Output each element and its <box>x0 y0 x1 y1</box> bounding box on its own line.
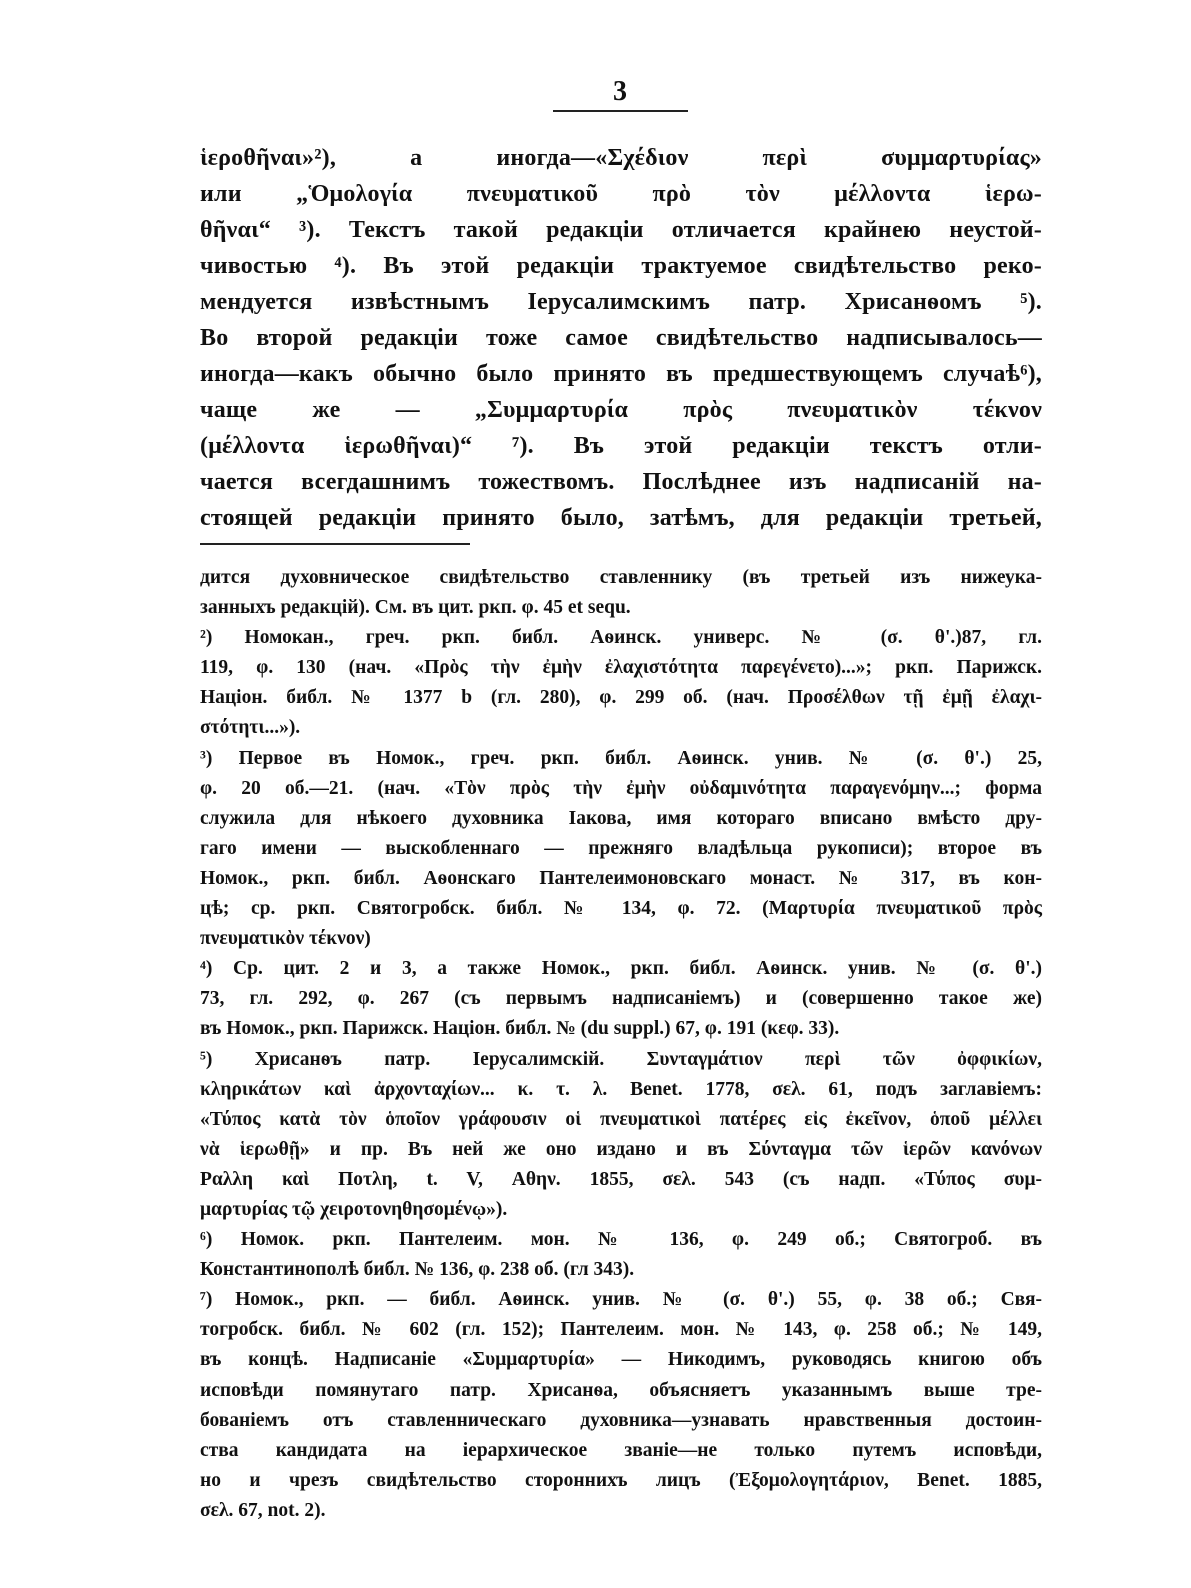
footnote-line: σελ. 67, not. 2). <box>200 1499 326 1521</box>
text-line: чаще же — „Συμμαρτυρία πρὸς πνευματικὸν τέκνον <box>200 397 1042 423</box>
footnote-line: исповѣди помянутаго патр. Хрисанѳа, объясняетъ указаннымъ выше тре- <box>200 1379 1042 1401</box>
text-line: мендуется извѣстнымъ Іерусалимскимъ патр. Хрисанѳомъ ⁵). <box>200 289 1042 315</box>
footnote-line: νὰ ἱερωθῇ» и пр. Въ ней же оно издано и въ Σύνταγμα τῶν ἱερῶν κανόνων <box>200 1138 1042 1160</box>
text-line: (μέλλοντα ἱερωθῆναι)“ ⁷). Въ этой редакціи текстъ отли- <box>200 433 1042 459</box>
footnote-line: ⁴) Ср. цит. 2 и 3, а также Номок., ркп. библ. Аѳинск. унив. № (σ. θ'.) <box>200 958 1042 980</box>
text-line: чивостью ⁴). Въ этой редакціи трактуемое свидѣтельство реко- <box>200 253 1042 279</box>
footnote-line: ⁶) Номок. ркп. Пантелеим. мон. № 136, φ. 249 об.; Святогроб. въ <box>200 1229 1042 1251</box>
footnote-line: ³) Первое въ Номок., греч. ркп. библ. Аѳинск. унив. № (σ. θ'.) 25, <box>200 747 1042 769</box>
footnote-line: занныхъ редакцій). См. въ цит. ркп. φ. 45 et sequ. <box>200 597 631 619</box>
footnote-line: 119, φ. 130 (нач. «Πρὸς τὴν ἐμὴν ἐλαχιστότητα παρεγένετο)...»; ркп. Парижск. <box>200 657 1042 679</box>
footnote-line: цѣ; ср. ркп. Святогробск. библ. № 134, φ. 72. (Μαρτυρία πνευματικοῦ πρὸς <box>200 898 1042 920</box>
footnotes <box>200 563 1042 1526</box>
footnote-line: μαρτυρίας τῷ χειροτονηθησομένῳ»). <box>200 1198 508 1220</box>
footnote-line: въ концѣ. Надписаніе «Συμμαρτυρία» — Никодимъ, руководясь книгою объ <box>200 1349 1042 1371</box>
footnote-line: φ. 20 об.—21. (нач. «Τὸν πρὸς τὴν ἐμὴν οὐδαμινότητα παραγενόμην...; форма <box>200 777 1042 799</box>
text-line: иногда—какъ обычно было принято въ предшествующемъ случаѣ⁶), <box>200 361 1042 387</box>
text-line: Во второй редакціи тоже самое свидѣтельство надписывалось— <box>200 325 1042 351</box>
footnote-line: κληρικάτων καὶ ἀρχονταχίων... κ. τ. λ. Benet. 1778, σελ. 61, подъ заглавіемъ: <box>200 1078 1042 1100</box>
footnote-line: Константинополѣ библ. № 136, φ. 238 об. (гл 343). <box>200 1259 635 1281</box>
text-line: стоящей редакціи принято было, затѣмъ, для редакціи третьей, <box>200 505 1042 531</box>
footnote-line: тогробск. библ. № 602 (гл. 152); Пантелеим. мон. № 143, φ. 258 об.; № 149, <box>200 1319 1042 1341</box>
footnote-line: Номок., ркп. библ. Аѳонскаго Пантелеимоновскаго монаст. № 317, въ кон- <box>200 867 1042 889</box>
footnote-line: служила для нѣкоего духовника Іакова, имя котораго вписано вмѣсто дру- <box>200 807 1042 829</box>
footnote-line: 73, гл. 292, φ. 267 (съ первымъ надписаніемъ) и (совершенно такое же) <box>200 988 1042 1010</box>
footnote-line: πνευματικὸν τέκνον) <box>200 928 371 950</box>
text-line: θῆναι“ ³). Текстъ такой редакціи отличается крайнею неустой- <box>200 217 1042 243</box>
footnote-line: ⁵) Хрисанѳъ патр. Іерусалимскій. Συνταγμάτιον περὶ τῶν ὀφφικίων, <box>200 1048 1042 1070</box>
main-text <box>200 140 1042 536</box>
footnote-line: въ Номок., ркп. Парижск. Націон. библ. № (du suppl.) 67, φ. 191 (κεφ. 33). <box>200 1018 840 1040</box>
footnote-line: гаго имени — выскобленнаго — прежняго владѣльца рукописи); второе въ <box>200 837 1042 859</box>
text-line: чается всегдашнимъ тожествомъ. Послѣднее изъ надписаній на- <box>200 469 1042 495</box>
footnote-line: ства кандидата на іерархическое званіе—не только путемъ исповѣди, <box>200 1439 1042 1461</box>
footnote-separator <box>200 543 470 545</box>
page-number: 3 <box>613 76 627 107</box>
footnote-line: Ραλλη καὶ Ποτλη, t. V, Αθην. 1855, σελ. 543 (съ надп. «Τύπος συμ- <box>200 1168 1042 1190</box>
footnote-line: ⁷) Номок., ркп. — библ. Аѳинск. унив. № (σ. θ'.) 55, φ. 38 об.; Свя- <box>200 1289 1042 1311</box>
footnote-line: дится духовническое свидѣтельство ставленнику (въ третьей изъ нижеука- <box>200 567 1042 588</box>
footnote-line: но и чрезъ свидѣтельство стороннихъ лицъ (Ἐξομολογητάριον, Benet. 1885, <box>200 1469 1042 1491</box>
text-line: или „Ὁμολογία πνευματικοῦ πρὸ τὸν μέλλοντα ἱερω- <box>200 181 1042 207</box>
footnote-line: ²) Номокан., греч. ркп. библ. Аѳинск. универс. № (σ. θ'.)87, гл. <box>200 627 1042 649</box>
footnote-line: Націон. библ. № 1377 b (гл. 280), φ. 299 об. (нач. Προσέλθων τῇ ἐμῇ ἐλαχι- <box>200 687 1042 709</box>
footnote-line: бованіемъ отъ ставленническаго духовника—узнавать нравственныя достоин- <box>200 1409 1042 1431</box>
footnote-line: «Τύπος κατὰ τὸν ὁποῖον γράφουσιν οἱ πνευματικοὶ πατέρες εἰς ἐκεῖνον, ὁποῦ μέλλει <box>200 1108 1042 1130</box>
text-line: ἱεροθῆναι»²), а иногда—«Σχέδιον περὶ συμμαρτυρίας» <box>200 145 1042 171</box>
footnote-line: στότητι...»). <box>200 717 301 739</box>
page-number-rule <box>553 110 688 112</box>
